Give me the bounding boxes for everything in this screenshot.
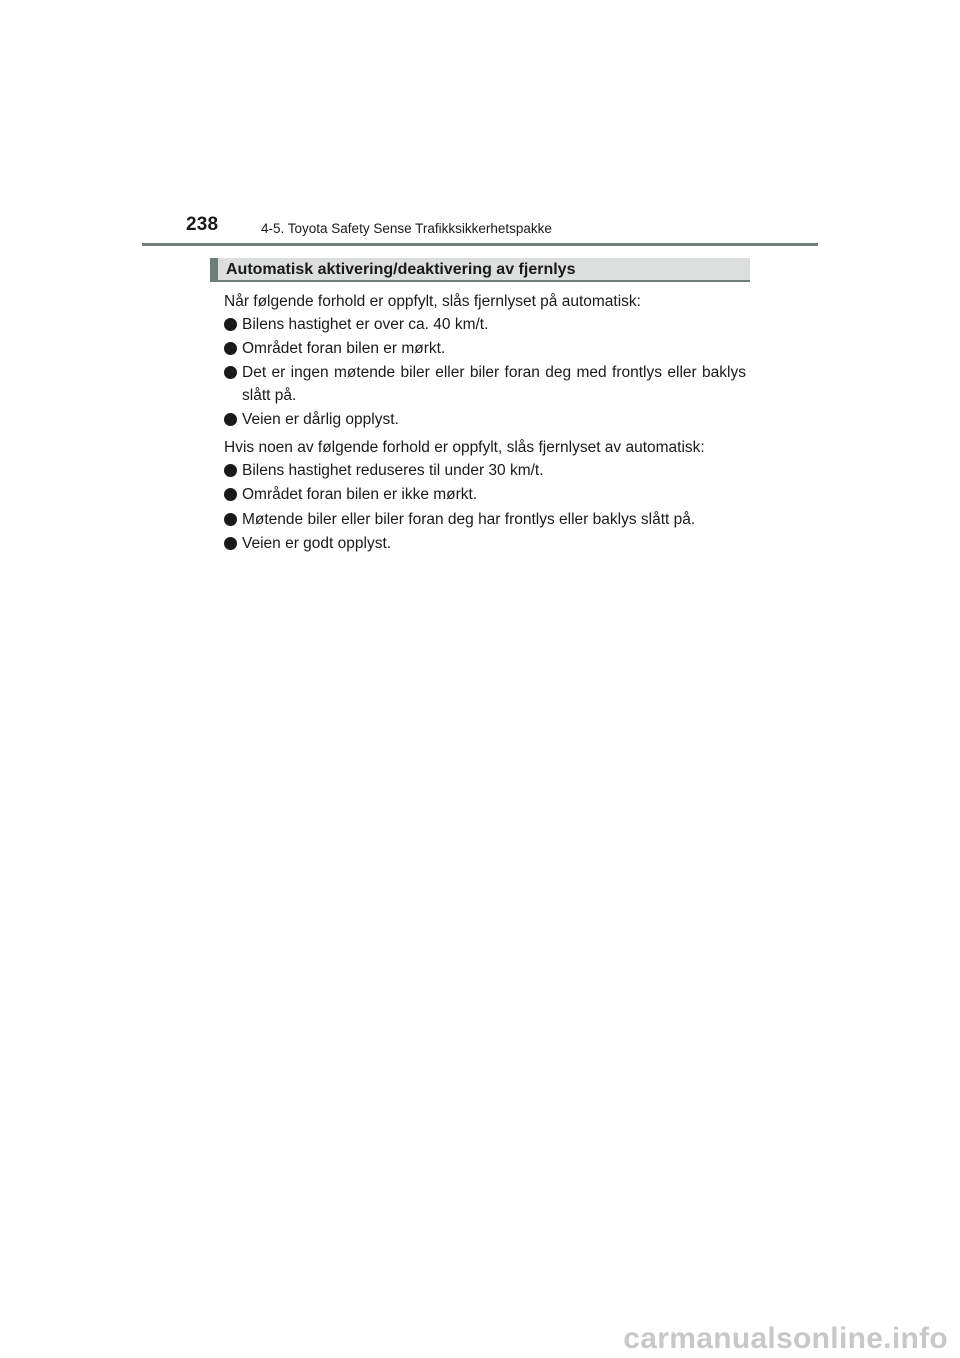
page-number: 238 (186, 214, 219, 235)
list-item-text: Det er ingen møtende biler eller biler foran deg med frontlys eller baklys slått på. (242, 364, 746, 404)
list-item (224, 408, 746, 431)
bullet-icon (224, 464, 237, 477)
list-item (224, 361, 746, 407)
list-item-text: Møtende biler eller biler foran deg har frontlys eller baklys slått på. (242, 511, 696, 528)
section-heading-text: Automatisk aktivering/deaktivering av fjernlys (226, 261, 576, 278)
deactivation-intro: Hvis noen av følgende forhold er oppfylt, slås fjernlyset av automatisk: (224, 439, 705, 456)
list-item-text: Bilens hastighet reduseres til under 30 km/t. (242, 462, 544, 479)
bullet-icon (224, 366, 237, 379)
list-item (224, 313, 746, 336)
footer-watermark: carmanualsonline.info (623, 1322, 948, 1355)
list-item-text: Veien er dårlig opplyst. (242, 411, 399, 428)
list-item (224, 337, 746, 360)
list-item (224, 459, 746, 482)
section-heading (210, 258, 750, 282)
bullet-icon (224, 537, 237, 550)
bullet-icon (224, 488, 237, 501)
list-item-text: Bilens hastighet er over ca. 40 km/t. (242, 316, 489, 333)
bullet-icon (224, 513, 237, 526)
bullet-icon (224, 318, 237, 331)
list-item (224, 532, 746, 555)
header-rule (142, 243, 818, 246)
list-item (224, 483, 746, 506)
running-header: 4-5. Toyota Safety Sense Trafikksikkerhetspakke (261, 221, 552, 236)
list-item-text: Veien er godt opplyst. (242, 535, 392, 552)
list-item-text: Området foran bilen er mørkt. (242, 340, 446, 357)
bullet-icon (224, 413, 237, 426)
activation-intro: Når følgende forhold er oppfylt, slås fjernlyset på automatisk: (224, 293, 641, 310)
bullet-icon (224, 342, 237, 355)
list-item-text: Området foran bilen er ikke mørkt. (242, 486, 478, 503)
list-item (224, 508, 746, 531)
